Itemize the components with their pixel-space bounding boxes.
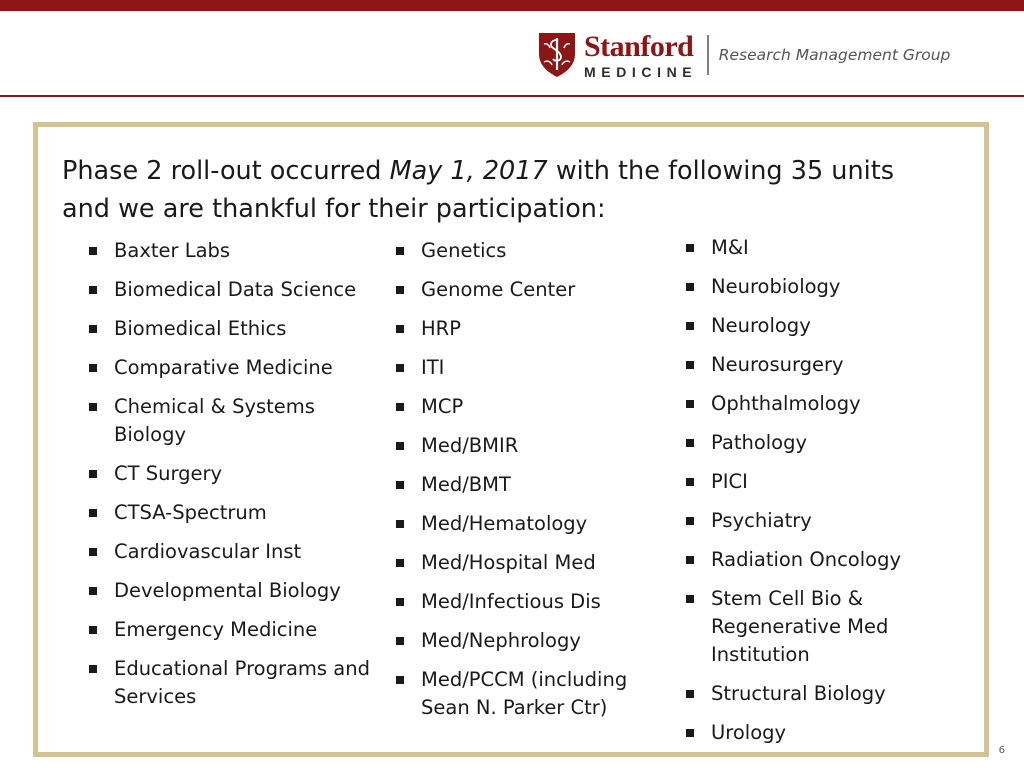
header-divider <box>0 95 1024 97</box>
units-column-3 <box>685 234 970 758</box>
unit-list-item: Ophthalmology <box>685 390 970 418</box>
unit-list-item: Chemical & Systems Biology <box>88 393 378 449</box>
unit-list-item: Pathology <box>685 429 970 457</box>
unit-list-item: PICI <box>685 468 970 496</box>
unit-list-item: Neurology <box>685 312 970 340</box>
top-accent-bar <box>0 0 1024 11</box>
unit-list-item: Biomedical Data Science <box>88 276 378 304</box>
unit-list-item: Developmental Biology <box>88 577 378 605</box>
unit-list-item: Comparative Medicine <box>88 354 378 382</box>
stanford-medicine-logo <box>538 29 951 80</box>
unit-list-item: Stem Cell Bio & Regenerative Med Institution <box>685 585 970 669</box>
rollout-date: May 1, 2017 <box>389 156 548 186</box>
unit-list-item: Genome Center <box>395 276 670 304</box>
brand-name: Stanford <box>584 29 694 63</box>
group-name: Research Management Group <box>718 46 951 64</box>
heading-part-1: Phase 2 roll-out occurred <box>62 156 390 186</box>
unit-list-item: Cardiovascular Inst <box>88 538 378 566</box>
unit-list-item: Genetics <box>395 237 670 265</box>
unit-list-item: Med/PCCM (including Sean N. Parker Ctr) <box>395 666 670 722</box>
unit-list-item: Radiation Oncology <box>685 546 970 574</box>
page-number: 6 <box>998 745 1005 756</box>
unit-list-item: CT Surgery <box>88 460 378 488</box>
units-column-2 <box>395 237 670 733</box>
unit-list-item: Educational Programs and Services <box>88 655 378 711</box>
unit-list-item: Structural Biology <box>685 680 970 708</box>
unit-list-item: Emergency Medicine <box>88 616 378 644</box>
brand-sub: MEDICINE <box>584 63 698 80</box>
units-column-1 <box>88 237 378 722</box>
logo-divider <box>707 35 709 75</box>
unit-list-item: Baxter Labs <box>88 237 378 265</box>
unit-list-item: Psychiatry <box>685 507 970 535</box>
unit-list-item: HRP <box>395 315 670 343</box>
unit-list-item: Urology <box>685 719 970 747</box>
unit-list-item: MCP <box>395 393 670 421</box>
unit-list-item: Biomedical Ethics <box>88 315 378 343</box>
unit-list-item: Med/Hospital Med <box>395 549 670 577</box>
unit-list-item: Med/Nephrology <box>395 627 670 655</box>
unit-list-item: CTSA-Spectrum <box>88 499 378 527</box>
stanford-wordmark <box>584 29 698 80</box>
slide-heading <box>62 152 942 228</box>
unit-list-item: Med/BMIR <box>395 432 670 460</box>
unit-list-item: Med/BMT <box>395 471 670 499</box>
unit-list-item: Med/Hematology <box>395 510 670 538</box>
unit-list-item: Neurobiology <box>685 273 970 301</box>
unit-list-item: M&I <box>685 234 970 262</box>
heading-part-2: with the following 35 units and we are thankful for their participation: <box>62 156 894 224</box>
stanford-shield-icon <box>538 32 576 78</box>
unit-list-item: Med/Infectious Dis <box>395 588 670 616</box>
unit-list-item: ITI <box>395 354 670 382</box>
unit-list-item: Neurosurgery <box>685 351 970 379</box>
